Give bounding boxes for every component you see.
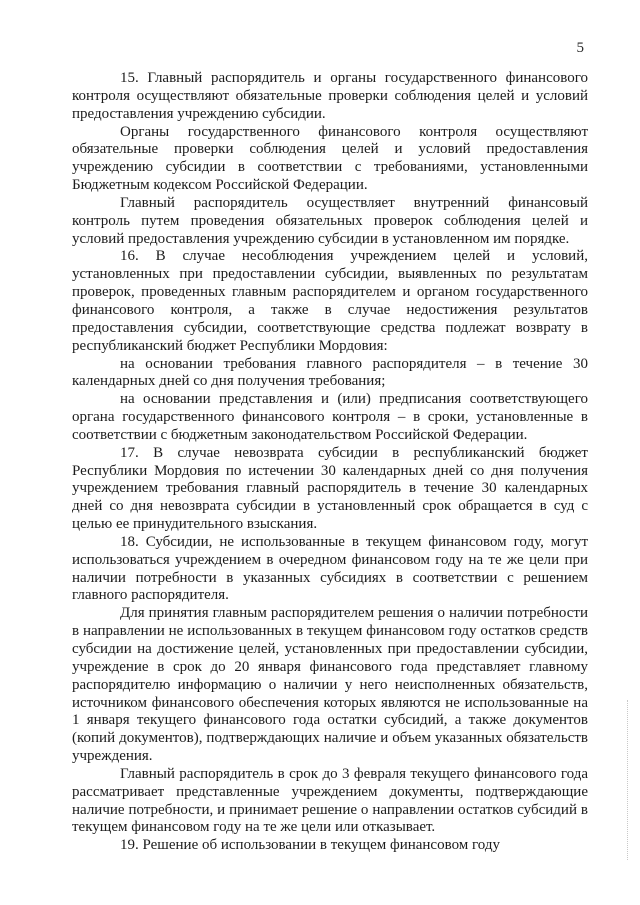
paragraph: на основании требования главного распорядителя – в течение 30 календарных дней со дня получения требования; <box>72 355 588 390</box>
paragraph: Для принятия главным распорядителем решения о наличии потребности в направлении не использованных в текущем финансовом году остатков средств субсидии на достижение целей, установленных при предоставлении субсидии, учреждение в срок до 20 января финансового года представляет главному распорядителю информацию о наличии у него неисполненных обязательств, источником финансового обеспечения которых являются не использованные на 1 января текущего финансового года остатки субсидий, а также документов (копий документов), подтверждающих наличие и объем указанных обязательств учреждения. <box>72 605 588 765</box>
paragraph: 19. Решение об использовании в текущем финансовом году <box>120 837 501 854</box>
paragraph: Главный распорядитель осуществляет внутренний финансовый контроль путем проведения обязательных проверок соблюдения целей и условий предоставления учреждению субсидии в установленном им порядке. <box>72 194 588 247</box>
paragraph: на основании представления и (или) предписания соответствующего органа государственного финансового контроля – в сроки, установленные в соответствии с бюджетным законодательством Российской Федерации. <box>72 391 588 443</box>
scan-artifact <box>625 700 628 860</box>
document-body <box>72 70 588 855</box>
paragraph: Главный распорядитель в срок до 3 февраля текущего финансового года рассматривает представленные учреждением документы, подтверждающие наличие потребности, и принимает решение о направлении остатков субсидий в текущем финансовом году на те же цели или отказывает. <box>72 765 588 836</box>
paragraph: 16. В случае несоблюдения учреждением целей и условий, установленных при предоставлении субсидии, выявленных по результатам проверок, проведенных главным распорядителем и органом государственного финансового контроля, а также в случае недостижения результатов предоставления субсидии, соответствующие средства подлежат возврату в республиканский бюджет Республики Мордовия: <box>72 248 588 354</box>
page-number: 5 <box>576 40 584 56</box>
paragraph: Органы государственного финансового контроля осуществляют обязательные проверки соблюдения целей и условий предоставления учреждению субсидии в соответствии с требованиями, установленными Бюджетным кодексом Российской Федерации. <box>72 123 588 194</box>
paragraph: 15. Главный распорядитель и органы государственного финансового контроля осуществляют обязательные проверки соблюдения целей и условий предоставления учреждению субсидии. <box>72 70 588 122</box>
paragraph: 17. В случае невозврата субсидии в республиканский бюджет Республики Мордовия по истечении 30 календарных дней со дня получения учреждением требования главный распорядитель в течение 30 календарных дней со дня невозврата субсидии в установленный срок обращается в суд с целью ее принудительного взыскания. <box>72 444 588 533</box>
paragraph: 18. Субсидии, не использованные в текущем финансовом году, могут использоваться учреждением в очередном финансовом году на те же цели при наличии потребности в указанных субсидиях в соответствии с решением главного распорядителя. <box>72 533 588 604</box>
